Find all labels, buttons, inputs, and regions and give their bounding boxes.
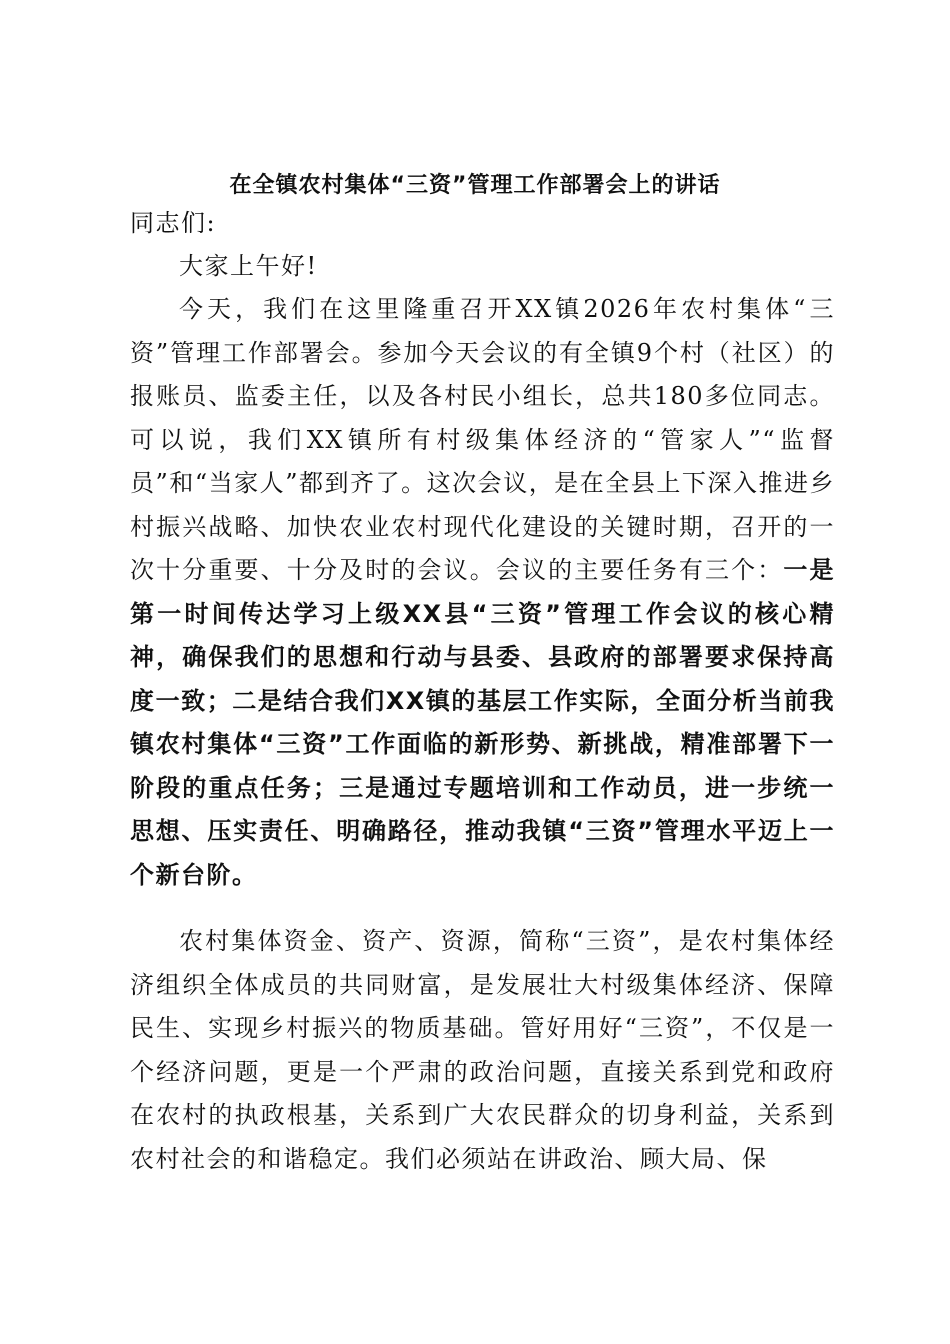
document-title: 在全镇农村集体“三资”管理工作部署会上的讲话 xyxy=(229,173,721,198)
salutation: 同志们: xyxy=(130,209,217,237)
paragraph-1-bold-text: 一是第一时间传达学习上级XX县“三资”管理工作会议的核心精神，确保我们的思想和行动与县委、县政府的部署要求保持高度一致；二是结合我们XX镇的基层工作实际，全面分析当前我镇农村集体“三资”工作面临的新形势、新挑战，精准部署下一阶段的重点任务；三是通过专题培训和工作动员，进一步统一思想、压实责任、明确路径，推动我镇“三资”管理水平迈上一个新台阶。 xyxy=(130,556,836,889)
paragraph-1 xyxy=(130,288,835,897)
paragraph-2: 农村集体资金、资产、资源，简称“三资”，是农村集体经济组织全体成员的共同财富，是发展壮大村级集体经济、保障民生、实现乡村振兴的物质基础。管好用好“三资”，不仅是一个经济问题，更是一个严肃的政治问题，直接关系到党和政府在农村的执政根基，关系到广大农民群众的切身利益，关系到农村社会的和谐稳定。我们必须站在讲政治、顾大局、保 xyxy=(130,927,835,1173)
greeting: 大家上午好! xyxy=(179,252,318,280)
paragraph-1-normal-text: 今天，我们在这里隆重召开XX镇2026年农村集体“三资”管理工作部署会。参加今天会议的有全镇9个村（社区）的报账员、监委主任，以及各村民小组长，总共180多位同志。可以说，我们XX镇所有村级集体经济的“管家人”“监督员”和“当家人”都到齐了。这次会议，是在全县上下深入推进乡村振兴战略、加快农业农村现代化建设的关键时期，召开的一次十分重要、十分及时的会议。会议的主要任务有三个： xyxy=(130,295,835,584)
